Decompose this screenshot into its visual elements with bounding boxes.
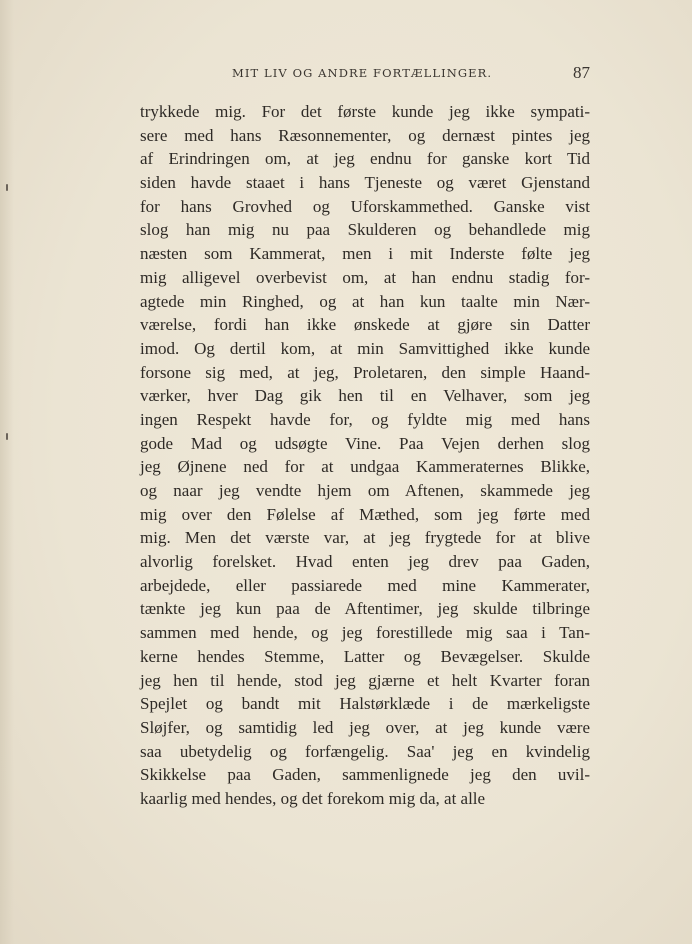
text-line: trykkede mig. For det første kunde jeg ikke sympati-	[140, 102, 590, 121]
text-line: ingen Respekt havde for, og fyldte mig med hans	[140, 409, 590, 429]
text-line: siden havde staaet i hans Tjeneste og været Gjenstand	[140, 173, 590, 193]
text-line: og naar jeg vendte hjem om Aftenen, skammede jeg	[140, 481, 590, 500]
text-line: forsone sig med, at jeg, Proletaren, den simple Haand-	[140, 362, 590, 382]
text-line: agtede min Ringhed, og at han kun taalte min Nær-	[140, 291, 590, 311]
text-line: mig. Men det værste var, at jeg frygtede for at blive	[140, 528, 590, 548]
text-line: imod. Og dertil kom, at min Samvittighed ikke kunde	[140, 338, 590, 358]
text-line: tænkte jeg kun paa de Aftentimer, jeg skulde tilbringe	[140, 599, 590, 619]
running-head: MIT LIV OG ANDRE FORTÆLLINGER.	[232, 66, 493, 80]
text-line: saa ubetydelig og forfængelig. Saa' jeg en kvindelig	[140, 741, 590, 761]
text-line: næsten som Kammerat, men i mit Inderste følte jeg	[140, 244, 590, 264]
text-line: sammen med hende, og jeg forestillede mig saa i Tan-	[140, 623, 590, 643]
text-line: Skikkelse paa Gaden, sammenlignede jeg den uvil-	[140, 765, 590, 785]
text-line: mig over den Følelse af Mæthed, som jeg førte med	[140, 504, 590, 524]
text-line: kaarlig med hendes, og det forekom mig da, at alle	[140, 788, 486, 808]
text-line: sere med hans Ræsonnementer, og dernæst pintes jeg	[140, 125, 590, 145]
text-line: jeg Øjnene ned for at undgaa Kammeraternes Blikke,	[140, 457, 590, 477]
text-line: slog han mig nu paa Skulderen og behandlede mig	[140, 220, 590, 240]
text-line: Spejlet og bandt mit Halstørklæde i de mærkeligste	[140, 694, 590, 714]
text-line: mig alligevel overbevist om, at han endnu stadig for-	[140, 267, 590, 287]
text-line: jeg hen til hende, stod jeg gjærne et helt Kvarter foran	[140, 670, 590, 690]
body-text	[140, 100, 590, 811]
text-line: alvorlig forelsket. Hvad enten jeg drev paa Gaden,	[140, 552, 590, 572]
text-line: Sløjfer, og samtidig led jeg over, at jeg kunde være	[140, 717, 590, 737]
page-number: 87	[573, 63, 590, 82]
text-line: for hans Grovhed og Uforskammethed. Ganske vist	[140, 196, 590, 216]
text-line: gode Mad og udsøgte Vine. Paa Vejen derhen slog	[140, 433, 590, 453]
text-line: kerne hendes Stemme, Latter og Bevægelser. Skulde	[140, 646, 590, 666]
margin-mark	[6, 433, 8, 440]
text-line: arbejdede, eller passiarede med mine Kammerater,	[140, 575, 590, 595]
page-header	[140, 63, 590, 86]
margin-mark	[6, 184, 8, 191]
page-gutter-shadow	[0, 0, 14, 944]
text-line: af Erindringen om, at jeg endnu for ganske kort Tid	[140, 149, 590, 169]
text-line: værker, hver Dag gik hen til en Velhaver, som jeg	[140, 386, 590, 406]
text-line: værelse, fordi han ikke ønskede at gjøre sin Datter	[140, 315, 590, 335]
